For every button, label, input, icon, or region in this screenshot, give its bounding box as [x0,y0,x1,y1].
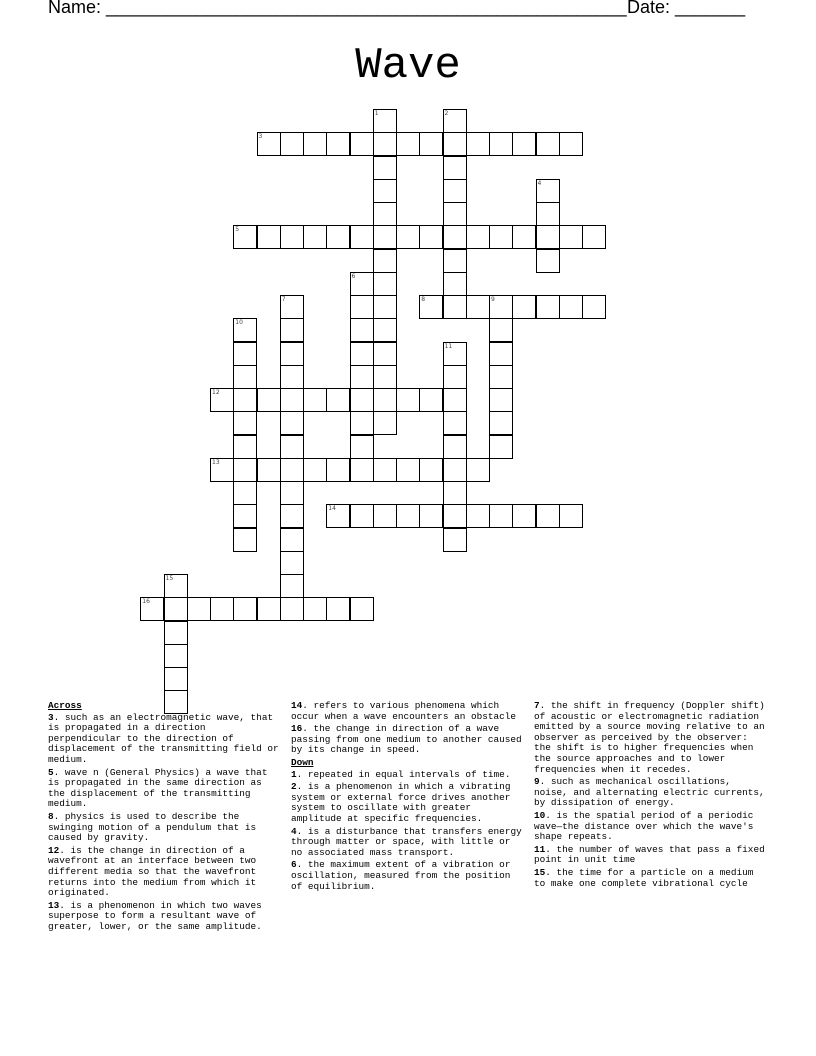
grid-cell[interactable] [280,504,304,528]
grid-cell[interactable] [280,342,304,366]
grid-cell[interactable] [140,597,164,621]
grid-cell[interactable] [233,435,257,459]
clue-number: 8 [421,296,426,303]
grid-cell[interactable] [373,249,397,273]
grid-cell[interactable] [443,365,467,389]
grid-cell[interactable] [419,458,443,482]
grid-cell[interactable] [373,388,397,412]
grid-cell[interactable] [164,644,188,668]
grid-cell[interactable] [512,225,536,249]
grid-cell[interactable] [559,504,583,528]
grid-cell[interactable] [536,132,560,156]
grid-cell[interactable] [559,295,583,319]
grid-cell[interactable] [350,225,374,249]
grid-cell[interactable] [280,388,304,412]
grid-cell[interactable] [257,132,281,156]
grid-cell[interactable] [489,295,513,319]
grid-cell[interactable] [257,597,281,621]
name-label: Name: ____________________________________________________ [48,0,627,17]
clue-down-1: 1. repeated in equal intervals of time. [291,768,511,780]
grid-cell[interactable] [443,225,467,249]
grid-cell[interactable] [443,411,467,435]
grid-cell[interactable] [350,435,374,459]
clue-number: 1 [374,110,379,117]
grid-cell[interactable] [443,504,467,528]
grid-cell[interactable] [350,504,374,528]
grid-cell[interactable] [280,411,304,435]
clue-across-8: 8. physics is used to describe the swinging motion of a pendulum that is caused by gravity. [48,810,257,844]
grid-cell[interactable] [326,458,350,482]
grid-cell[interactable] [443,458,467,482]
down-heading: Down [291,756,314,768]
grid-cell[interactable] [489,342,513,366]
grid-cell[interactable] [373,202,397,226]
clue-number: 7 [281,296,286,303]
grid-cell[interactable] [536,179,560,203]
grid-cell[interactable] [280,597,304,621]
grid-cell[interactable] [396,458,420,482]
grid-cell[interactable] [396,504,420,528]
grid-cell[interactable] [443,132,467,156]
grid-cell[interactable] [280,458,304,482]
across-heading: Across [48,700,82,711]
grid-cell[interactable] [373,458,397,482]
grid-cell[interactable] [350,458,374,482]
grid-cell[interactable] [350,597,374,621]
grid-cell[interactable] [396,225,420,249]
grid-cell[interactable] [373,272,397,296]
grid-cell[interactable] [233,225,257,249]
grid-cell[interactable] [350,411,374,435]
grid-cell[interactable] [419,504,443,528]
grid-cell[interactable] [489,504,513,528]
clue-number: 11 [444,342,453,350]
grid-cell[interactable] [350,295,374,319]
clue-number: 4 [537,179,542,187]
grid-cell[interactable] [582,295,606,319]
grid-cell[interactable] [350,388,374,412]
grid-cell[interactable] [443,295,467,319]
grid-cell[interactable] [233,318,257,342]
grid-cell[interactable] [233,365,257,389]
grid-cell[interactable] [443,202,467,226]
grid-cell[interactable] [489,225,513,249]
clue-down-10: 10. is the spatial period of a periodic wave—the distance over which the wave's shape repeats. [534,809,754,843]
clue-down-6: 6. the maximum extent of a vibration or oscillation, measured from the position of equilibrium. [291,859,511,892]
grid-cell[interactable] [443,528,467,552]
clue-number: 16 [142,598,150,606]
grid-cell[interactable] [233,388,257,412]
grid-cell[interactable] [373,318,397,342]
grid-cell[interactable] [466,225,490,249]
clue-down-11: 11. the number of waves that pass a fixed point in unit time [534,843,765,866]
grid-cell[interactable] [512,132,536,156]
grid-cell[interactable] [443,388,467,412]
clue-number: 9 [491,296,495,303]
clue-number: 14 [328,505,336,513]
grid-cell[interactable] [164,621,188,645]
grid-cell[interactable] [233,504,257,528]
grid-cell[interactable] [326,132,350,156]
grid-cell[interactable] [233,528,257,552]
grid-cell[interactable] [373,225,397,249]
grid-cell[interactable] [489,388,513,412]
grid-cell[interactable] [280,528,304,552]
grid-cell[interactable] [396,388,420,412]
clue-number: 15 [165,575,174,582]
grid-cell[interactable] [233,481,257,505]
grid-cell[interactable] [280,295,304,319]
grid-cell[interactable] [164,597,188,621]
grid-cell[interactable] [489,318,513,342]
grid-cell[interactable] [582,225,606,249]
grid-cell[interactable] [350,342,374,366]
grid-cell[interactable] [210,458,234,482]
grid-cell[interactable] [257,458,281,482]
grid-cell[interactable] [489,435,513,459]
grid-cell[interactable] [373,365,397,389]
grid-cell[interactable] [164,574,188,598]
clue-across-14: 14. refers to various phenomena which occur when a wave encounters an obstacle [291,700,517,722]
clue-across-16: 16. the change in direction of a wave passing from one medium to another caused by its change in speed. [291,723,522,756]
grid-cell[interactable] [396,132,420,156]
grid-cell[interactable] [303,225,327,249]
grid-cell[interactable] [326,388,350,412]
clue-number: 6 [351,272,356,280]
grid-cell[interactable] [559,132,583,156]
grid-cell[interactable] [419,388,443,412]
clues-column-2 [291,701,527,894]
grid-cell[interactable] [373,132,397,156]
grid-cell[interactable] [512,295,536,319]
clue-number: 12 [212,389,220,396]
grid-cell[interactable] [466,458,490,482]
grid-cell[interactable] [419,132,443,156]
grid-cell[interactable] [280,318,304,342]
grid-cell[interactable] [443,249,467,273]
grid-cell[interactable] [280,574,304,598]
grid-cell[interactable] [373,156,397,180]
grid-cell[interactable] [350,318,374,342]
clue-across-5: 5. wave n (General Physics) a wave that is propagated in the same direction as the displacement of the transmitting medium. [48,766,268,810]
grid-cell[interactable] [373,109,397,133]
clue-number: 10 [235,319,243,327]
grid-cell[interactable] [257,225,281,249]
grid-cell[interactable] [512,504,536,528]
grid-cell[interactable] [326,597,350,621]
clue-across-3: 3. such as an electromagnetic wave, that is propagated in a direction perpendicular to the direction of displacement of the transmitting field or medium. [48,711,279,765]
grid-cell[interactable] [373,295,397,319]
grid-cell[interactable] [536,504,560,528]
grid-cell[interactable] [536,225,560,249]
clue-down-4: 4. is a disturbance that transfers energy through matter or space, with little or no associated mass transport. [291,825,522,858]
clue-down-15: 15. the time for a particle on a medium to make one complete vibrational cycle [534,866,754,889]
grid-cell[interactable] [326,504,350,528]
grid-cell[interactable] [443,342,467,366]
grid-cell[interactable] [419,295,443,319]
puzzle-title: Wave [355,41,461,91]
grid-cell[interactable] [350,272,374,296]
grid-cell[interactable] [210,388,234,412]
grid-cell[interactable] [350,365,374,389]
grid-cell[interactable] [536,295,560,319]
clue-number: 3 [258,133,263,141]
grid-cell[interactable] [443,272,467,296]
grid-cell[interactable] [187,597,211,621]
clues-column-3 [534,701,770,891]
grid-cell[interactable] [443,156,467,180]
grid-cell[interactable] [233,411,257,435]
grid-cell[interactable] [443,179,467,203]
grid-cell[interactable] [489,365,513,389]
grid-cell[interactable] [257,388,281,412]
grid-cell[interactable] [466,295,490,319]
grid-cell[interactable] [280,225,304,249]
grid-cell[interactable] [443,435,467,459]
clue-number: 5 [235,226,240,234]
grid-cell[interactable] [280,435,304,459]
grid-cell[interactable] [559,225,583,249]
grid-cell[interactable] [489,411,513,435]
clue-across-13: 13. is a phenomenon in which two waves superpose to form a resultant wave of greater, lower, or the same amplitude. [48,899,262,932]
grid-cell[interactable] [373,342,397,366]
grid-cell[interactable] [466,504,490,528]
grid-cell[interactable] [373,411,397,435]
grid-cell[interactable] [326,225,350,249]
grid-cell[interactable] [536,249,560,273]
clue-down-9: 9. such as mechanical oscillations, noise, and alternating electric currents, by dissipation of energy. [534,776,765,809]
clue-number: 13 [212,458,220,466]
grid-cell[interactable] [280,132,304,156]
grid-cell[interactable] [419,225,443,249]
grid-cell[interactable] [164,667,188,691]
grid-cell[interactable] [303,597,327,621]
grid-cell[interactable] [303,458,327,482]
grid-cell[interactable] [280,365,304,389]
clue-down-7: 7. the shift in frequency (Doppler shift) of acoustic or electromagnetic radiation emitted by a source moving relative to an observer as perceived by the observer: the shift is to higher frequencies when the source approaches and to lower frequencies when it recedes. [534,700,765,775]
clue-across-12: 12. is the change in direction of a wavefront at an interface between two different media so that the wavefront returns into the medium from which it originated. [48,844,257,899]
grid-cell[interactable] [303,388,327,412]
clues-column-1 [48,701,284,934]
grid-cell[interactable] [280,481,304,505]
grid-cell[interactable] [233,458,257,482]
grid-cell[interactable] [373,179,397,203]
grid-cell[interactable] [443,109,467,133]
grid-cell[interactable] [489,132,513,156]
clue-number: 2 [444,110,449,117]
grid-cell[interactable] [466,132,490,156]
grid-cell[interactable] [303,132,327,156]
grid-cell[interactable] [536,202,560,226]
grid-cell[interactable] [233,342,257,366]
grid-cell[interactable] [280,551,304,575]
grid-cell[interactable] [350,132,374,156]
date-label: Date: _______ [627,0,746,17]
grid-cell[interactable] [443,481,467,505]
grid-cell[interactable] [210,597,234,621]
clue-down-2: 2. is a phenomenon in which a vibrating system or external force drives another system to oscillate with greater amplitude at specific frequencies. [291,781,511,824]
grid-cell[interactable] [373,504,397,528]
grid-cell[interactable] [233,597,257,621]
